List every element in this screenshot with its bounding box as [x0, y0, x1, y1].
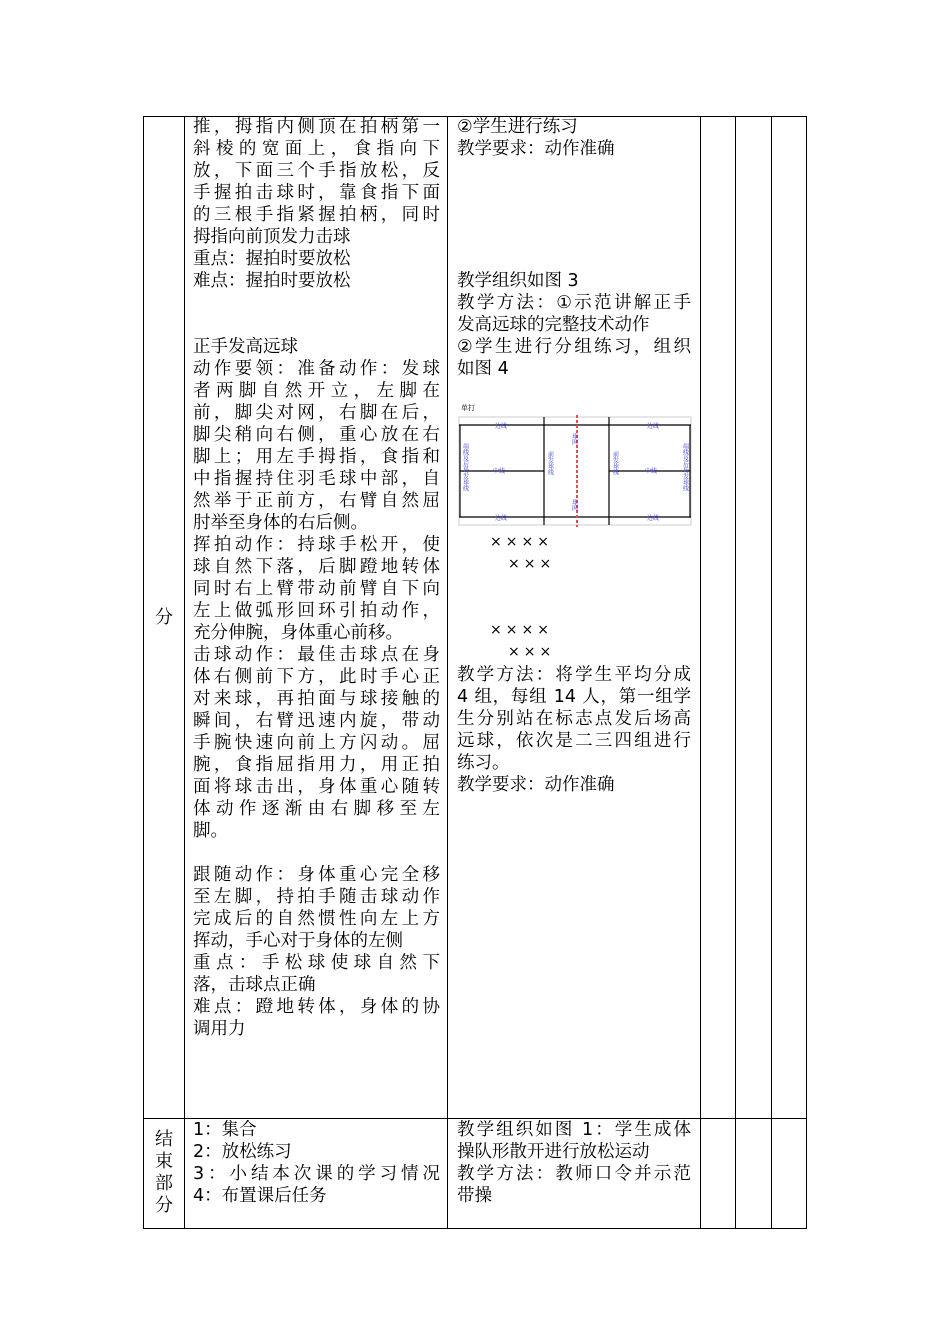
text-line: 发高远球的完整技术动作 [457, 315, 650, 335]
text-line: 教学方法：①示范讲解正手 [457, 293, 691, 313]
text-line: 体动作逐渐由右脚移至左 [193, 799, 440, 819]
formation-row: ××× [508, 556, 556, 572]
text-line: 同时右上臂带动前臂自下向 [193, 579, 440, 599]
end-method-cell [457, 1119, 691, 1207]
label-sideline: 边线 [647, 423, 660, 430]
label-centerline: 中线 [645, 468, 658, 475]
text-line: 跟随动作：身体重心完全移 [193, 865, 440, 885]
label-centerline: 中线 [493, 468, 506, 475]
main-content-cell [193, 116, 440, 1040]
col-line [184, 116, 185, 1229]
text-line: 教学要求：动作准确 [457, 775, 615, 795]
text-line: 落，击球点正确 [193, 975, 316, 995]
formation-row: ×××× [490, 622, 553, 638]
col-line [447, 116, 448, 1229]
formation-row: ××× [508, 644, 556, 660]
text-line: 如图 4 [457, 359, 509, 379]
label-sideline: 边线 [647, 515, 660, 522]
text-line: 脚。 [193, 821, 228, 841]
text-line: 调用力 [193, 1019, 246, 1039]
text-line: 生分别站在标志点发后场高 [457, 709, 691, 729]
text-line: 4 组，每组 14 人，第一组学 [457, 687, 691, 707]
text-line: 练习。 [457, 753, 510, 773]
text-line: 教学方法：将学生平均分成 [457, 665, 691, 685]
text-line [457, 182, 691, 204]
main-method-cell-bottom [457, 664, 691, 796]
text-line [457, 160, 691, 182]
main-method-cell [457, 116, 691, 380]
text-line: 带操 [457, 1186, 492, 1206]
text-line: 教学组织如图 3 [457, 271, 579, 291]
col-line [806, 116, 807, 1229]
text-line: 重点：握拍时要放松 [193, 249, 351, 269]
text-line: 体右侧前下方，此时手心正 [193, 667, 440, 687]
text-line [457, 248, 691, 270]
text-line: 前，脚尖对网，右脚在后， [193, 403, 440, 423]
text-line: 教学要求：动作准确 [457, 139, 615, 159]
section-label-end: 结束部分 [155, 1129, 173, 1216]
end-content-cell [193, 1119, 440, 1207]
text-line: 2：放松练习 [193, 1142, 292, 1162]
text-line: 脚尖稍向右侧，重心放在右 [193, 425, 440, 445]
text-line: 拇指向前顶发力击球 [193, 227, 351, 247]
text-line: 挥动，手心对于身体的左侧 [193, 931, 403, 951]
text-line: ②学生进行练习 [457, 117, 578, 137]
text-line: 3：小结本次课的学习情况 [193, 1164, 440, 1184]
court-title: 单打 [461, 404, 475, 412]
col-line [700, 116, 701, 1229]
text-line: 重点：手松球使球自然下 [193, 953, 440, 973]
text-line: 脚上；用左手拇指，食指和 [193, 447, 440, 467]
text-line: 手腕快速向前上方闪动。屈 [193, 733, 440, 753]
text-line: 球自然下落，后脚蹬地转体 [193, 557, 440, 577]
text-line: 手握拍击球时，靠食指下面 [193, 183, 440, 203]
text-line: 难点：握拍时要放松 [193, 271, 351, 291]
text-line: 然举于正前方，右臂自然屈 [193, 491, 440, 511]
label-sideline: 边线 [495, 423, 508, 430]
text-line: 者两脚自然开立，左脚在 [193, 381, 440, 401]
text-line: 对来球，再拍面与球接触的 [193, 689, 440, 709]
text-line: 至左脚，持拍手随击球动作 [193, 887, 440, 907]
text-line: 的三根手指紧握拍柄，同时 [193, 205, 440, 225]
text-line: 1：集合 [193, 1120, 257, 1140]
text-line [193, 842, 440, 864]
text-line: 放，下面三个手指放松，反 [193, 161, 440, 181]
text-line: 教学方法：教师口令并示范 [457, 1164, 691, 1184]
text-line: 动作要领：准备动作：发球 [193, 359, 440, 379]
section-label-main: 分 [155, 607, 173, 628]
text-line: 挥拍动作：持球手松开，使 [193, 535, 440, 555]
text-line: 4：布置课后任务 [193, 1186, 327, 1206]
table-border-bottom [143, 1228, 807, 1229]
label-net: 球网 [570, 433, 578, 445]
text-line: 斜棱的宽面上，食指向下 [193, 139, 440, 159]
label-net: 球网 [570, 499, 578, 511]
text-line: 推，拇指内侧顶在拍柄第一 [193, 117, 440, 137]
label-short-service-line: 前发球线 [546, 451, 554, 475]
text-line [193, 292, 440, 314]
text-line: 正手发高远球 [193, 337, 298, 357]
col-line [771, 116, 772, 1229]
text-line: 腕，食指屈指用力，用正拍 [193, 755, 440, 775]
text-line: 肘举至身体的右后侧。 [193, 513, 368, 533]
text-line: 瞬间，右臂迅速内旋，带动 [193, 711, 440, 731]
label-back-line: 端线及后场发球线 [681, 443, 689, 491]
text-line: 教学组织如图 1：学生成体 [457, 1120, 691, 1140]
formation-row: ×××× [490, 534, 553, 550]
text-line: 充分伸腕，身体重心前移。 [193, 623, 403, 643]
text-line: 中指握持住羽毛球中部，自 [193, 469, 440, 489]
text-line: 左上做弧形回环引拍动作， [193, 601, 440, 621]
col-line [143, 116, 144, 1229]
text-line [457, 204, 691, 226]
text-line [457, 226, 691, 248]
text-line: 击球动作：最佳击球点在身 [193, 645, 440, 665]
label-back-line: 端线及后场发球线 [461, 443, 469, 491]
col-line [735, 116, 736, 1229]
text-line: 难点：蹬地转体，身体的协 [193, 997, 440, 1017]
text-line: ②学生进行分组练习，组织 [457, 337, 691, 357]
badminton-court-diagram [457, 403, 695, 531]
text-line: 远球，依次是二三四组进行 [457, 731, 691, 751]
label-short-service-line: 前发球线 [611, 451, 619, 475]
text-line: 面将球击出，身体重心随转 [193, 777, 440, 797]
label-sideline: 边线 [495, 515, 508, 522]
text-line: 操队形散开进行放松运动 [457, 1142, 650, 1162]
text-line [193, 314, 440, 336]
text-line: 完成后的自然惯性向左上方 [193, 909, 440, 929]
